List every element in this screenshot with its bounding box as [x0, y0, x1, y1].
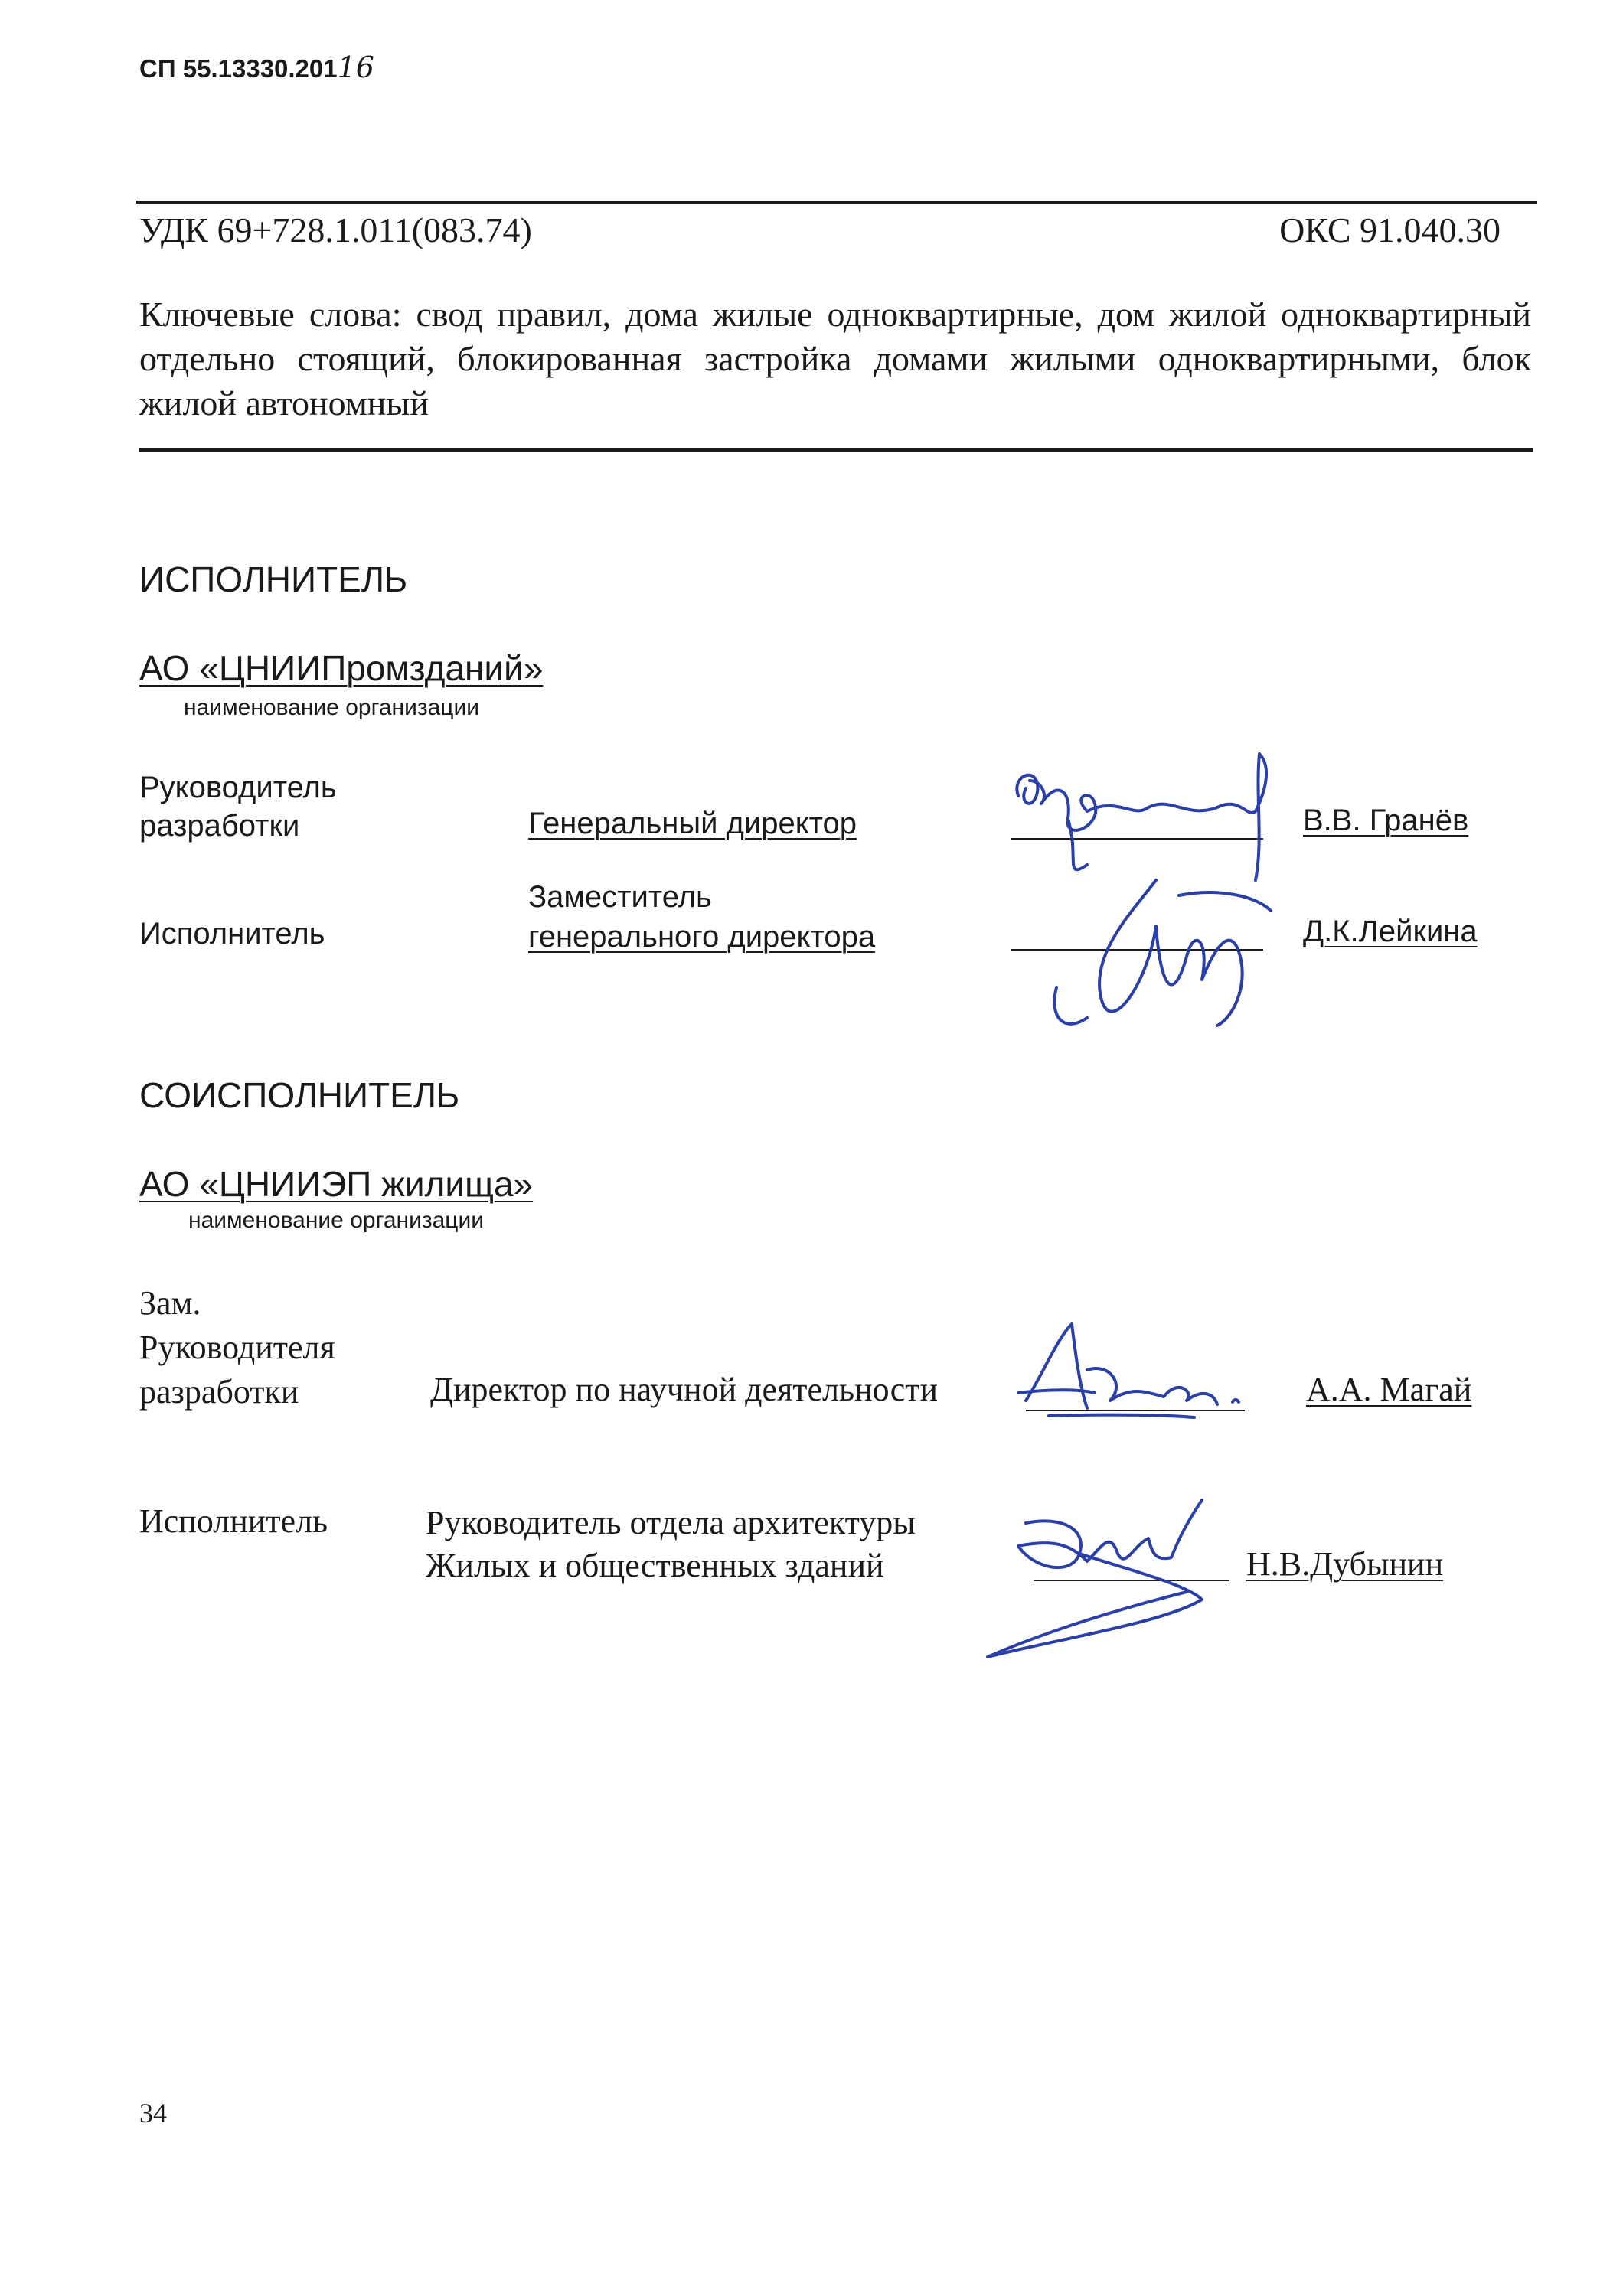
signature-icon	[972, 1485, 1248, 1668]
executor-row2-name: Д.К.Лейкина	[1303, 915, 1478, 948]
keywords-paragraph: Ключевые слова: свод правил, дома жилые одноквартирные, дом жилой одноквартирный отдельно стоящий, блокированная застройка домами жилыми одноквартирными, блок жилой автономный	[139, 295, 1531, 422]
role-line: Руководителя	[139, 1329, 335, 1366]
handwritten-year-digit: 16	[337, 51, 374, 84]
executor-row1-position: Генеральный директор	[528, 807, 857, 840]
document-code-printed: СП 55.13330.201	[139, 54, 338, 83]
executor-row1-name: В.В. Гранёв	[1303, 804, 1469, 837]
co-executor-organization: АО «ЦНИИЭП жилища»	[139, 1164, 534, 1204]
document-code	[139, 51, 374, 84]
position-line: Заместитель	[528, 880, 712, 914]
co-executor-row1-position: Директор по научной деятельности	[430, 1371, 939, 1408]
top-rule	[136, 201, 1537, 204]
keywords-rule	[139, 448, 1533, 452]
co-executor-heading: СОИСПОЛНИТЕЛЬ	[139, 1075, 460, 1115]
co-executor-row1-role	[139, 1281, 335, 1414]
co-executor-org-caption: наименование организации	[188, 1208, 485, 1233]
executor-row2-role: Исполнитель	[139, 917, 325, 951]
executor-org-caption: наименование организации	[184, 695, 480, 720]
executor-organization: АО «ЦНИИПромзданий»	[139, 648, 544, 688]
signature-icon	[1041, 865, 1294, 1041]
role-line: Руководитель	[139, 771, 337, 804]
co-executor-row2-role: Исполнитель	[139, 1502, 328, 1540]
page-number: 34	[139, 2098, 167, 2128]
co-executor-row2-position	[426, 1502, 916, 1587]
signature-icon	[1003, 1316, 1263, 1424]
co-executor-row2-name: Н.В.Дубынин	[1246, 1545, 1444, 1583]
executor-row1-role	[139, 768, 337, 845]
position-line: генерального директора	[528, 920, 876, 954]
role-line: разработки	[139, 1373, 299, 1411]
role-line: Зам.	[139, 1284, 201, 1322]
role-line: разработки	[139, 809, 300, 843]
position-line: Жилых и общественных зданий	[426, 1547, 884, 1584]
executor-row2-position	[528, 877, 875, 957]
co-executor-row1-name: А.А. Магай	[1306, 1371, 1472, 1408]
oks-code: ОКС 91.040.30	[1279, 210, 1501, 249]
udk-code: УДК 69+728.1.011(083.74)	[139, 210, 532, 249]
position-line: Руководитель отдела архитектуры	[426, 1504, 916, 1541]
executor-heading: ИСПОЛНИТЕЛЬ	[139, 559, 408, 599]
